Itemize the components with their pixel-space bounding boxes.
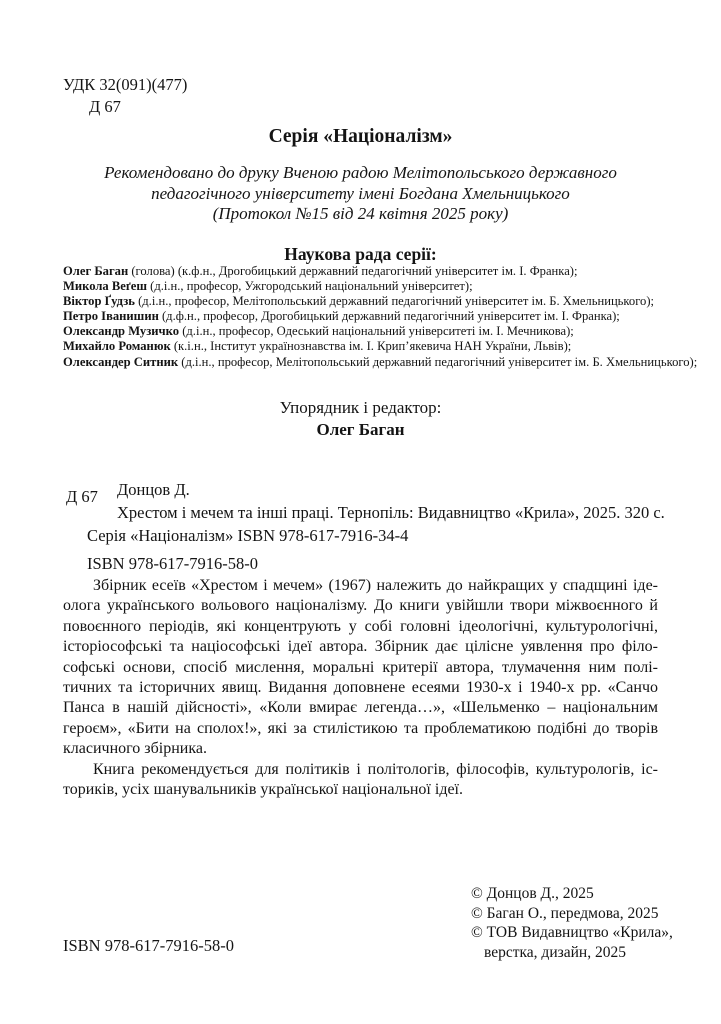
- member-name: Микола Веґеш: [63, 279, 147, 294]
- annotation-line: історіософські та націософські ідеї автора. Збірник дає цілісне уявлення про філо-: [63, 638, 658, 656]
- member-info: (д.і.н., професор, Ужгородський національний університет);: [147, 279, 473, 294]
- member-info: (д.і.н., професор, Мелітопольський державний педагогічний університет ім. Б. Хмельницького);: [178, 354, 698, 369]
- series-isbn: Серія «Націоналізм» ISBN 978-617-7916-34-4: [87, 526, 409, 545]
- editor-block: [63, 397, 658, 440]
- member-name: Олег Баган: [63, 264, 129, 278]
- copyright-line: © ТОВ Видавництво «Крила»,: [471, 924, 673, 942]
- annotation-line: ториків, усіх шанувальників української національної ідеї.: [63, 781, 463, 799]
- udk-block: [63, 74, 187, 118]
- member-name: Петро Іванишин: [63, 309, 159, 324]
- footer-isbn: ISBN 978-617-7916-58-0: [63, 936, 234, 955]
- annotation-line: героєм», «Бити на сполох!», які за стилістикою та проблематикою подібні до творів: [63, 719, 658, 737]
- annotation-line: Книга рекомендується для політиків і політологів, філософів, культурологів, іс-: [93, 760, 658, 778]
- copyright-line: верстка, дизайн, 2025: [484, 943, 626, 961]
- council-member: [63, 339, 660, 354]
- recommendation-line: Рекомендовано до друку Вченою радою Мелітопольського державного: [104, 163, 617, 182]
- annotation: [63, 576, 658, 800]
- annotation-line: олога українського вольового націоналізму. До книги увійшли твори міжвоєнного й: [63, 597, 658, 615]
- council-member: [63, 324, 660, 339]
- member-info: (к.і.н., Інститут українознавства ім. І. Крип’якевича НАН України, Львів);: [170, 339, 572, 354]
- editor-name: Олег Баган: [316, 419, 405, 439]
- recommendation-block: [63, 163, 658, 225]
- catalog-entry: Хрестом і мечем та інші праці. Тернопіль: Видавництво «Крила», 2025. 320 с.: [117, 503, 665, 522]
- annotation-line: Панса в нашій дійсності», «Коли вмирає легенда…», «Шельменко – національним: [63, 699, 658, 717]
- annotation-line: класичного збірника.: [63, 740, 207, 758]
- catalog-author: Донцов Д.: [117, 480, 190, 499]
- copyright-block: [471, 884, 673, 962]
- council-member: [63, 264, 660, 279]
- member-name: Михайло Романюк: [63, 339, 171, 354]
- copyright-line: © Донцов Д., 2025: [471, 885, 594, 902]
- member-info: (д.і.н., професор, Мелітопольський державний педагогічний університет ім. Б. Хмельницького);: [134, 294, 655, 309]
- recommendation-line: (Протокол №15 від 24 квітня 2025 року): [212, 204, 509, 223]
- annotation-line: тичних та історичних явищ. Видання доповнене есеями 1930-х і 1940-х рр. «Санчо: [63, 679, 658, 697]
- udk-author-code: Д 67: [89, 97, 121, 116]
- council-heading: Наукова рада серії:: [284, 244, 437, 264]
- member-info: (д.ф.н., професор, Дрогобицький державний педагогічний університет ім. І. Франка);: [158, 309, 620, 324]
- annotation-line: софські основи, спосіб мислення, моральні критерії автора, тлумачення ним полі-: [63, 658, 658, 676]
- council-member: [63, 279, 660, 294]
- member-info: (д.і.н., професор, Одеський національний університеті ім. І. Мечникова);: [179, 324, 574, 339]
- series-title: Серія «Націоналізм»: [268, 126, 453, 147]
- council-member: [63, 354, 698, 370]
- recommendation-line: педагогічного університету імені Богдана Хмельницького: [151, 183, 570, 203]
- catalog-card: [117, 478, 665, 524]
- member-name: Олександер Ситник: [63, 354, 179, 369]
- editor-heading: Упорядник і редактор:: [279, 398, 442, 417]
- council-list: [63, 264, 698, 370]
- annotation-line: повоєнного періодів, які концентрують у собі головні ідеологічні, культурологічні,: [63, 617, 658, 635]
- member-info: (голова) (к.ф.н., Дрогобицький державний педагогічний університет ім. І. Франка);: [128, 264, 578, 278]
- book-isbn: ISBN 978-617-7916-58-0: [87, 554, 258, 573]
- council-member: [63, 309, 660, 324]
- member-name: Олександр Музичко: [63, 324, 180, 339]
- annotation-line: Збірник есеїв «Хрестом і мечем» (1967) належить до найкращих у спадщині іде-: [93, 577, 658, 594]
- catalog-code: Д 67: [66, 487, 98, 506]
- council-member: [63, 294, 660, 309]
- member-name: Віктор Ґудзь: [63, 294, 135, 309]
- udk-number: УДК 32(091)(477): [63, 75, 188, 94]
- copyright-line: © Баган О., передмова, 2025: [471, 904, 659, 922]
